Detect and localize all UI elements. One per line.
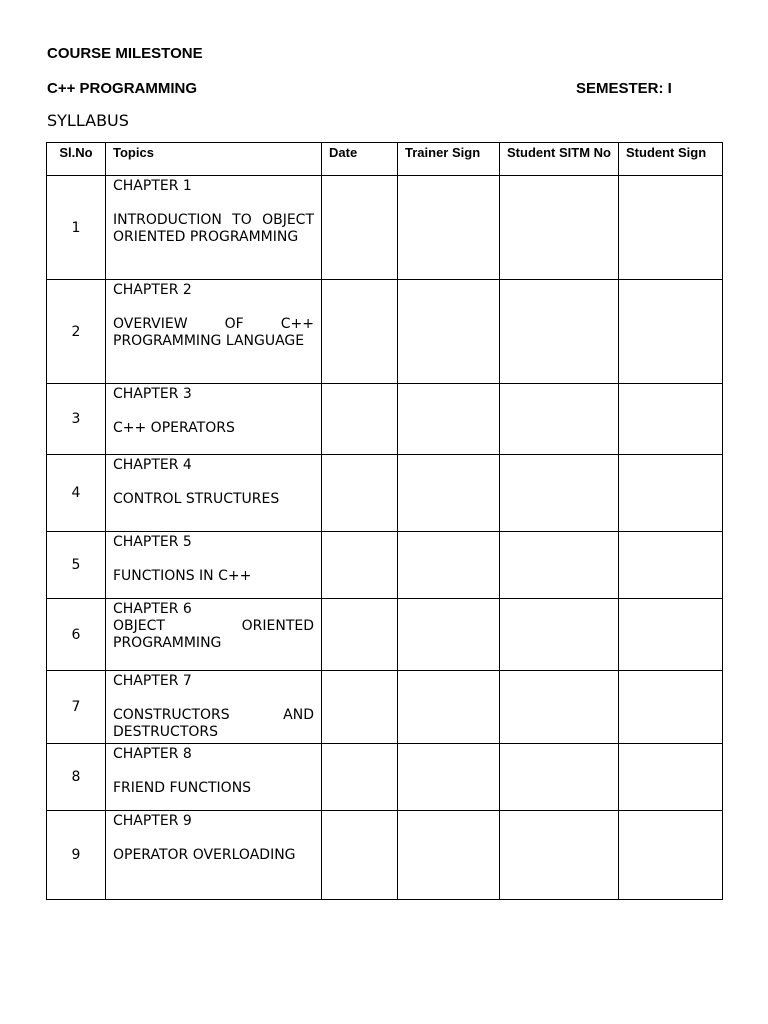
row-number: 4 bbox=[47, 455, 106, 532]
chapter-label: CHAPTER 7 bbox=[113, 673, 192, 689]
student-sitm-no-cell bbox=[500, 176, 619, 280]
date-cell bbox=[322, 532, 398, 599]
topic-cell bbox=[106, 384, 322, 455]
chapter-title: INTRODUCTION TO OBJECT ORIENTED PROGRAMMING bbox=[113, 212, 314, 245]
row-number: 6 bbox=[47, 599, 106, 671]
date-cell bbox=[322, 599, 398, 671]
col-header-student-sign: Student Sign bbox=[619, 143, 723, 176]
student-sitm-no-cell bbox=[500, 744, 619, 811]
date-cell bbox=[322, 455, 398, 532]
date-cell bbox=[322, 811, 398, 900]
trainer-sign-cell bbox=[398, 811, 500, 900]
student-sign-cell bbox=[619, 744, 723, 811]
topic-cell bbox=[106, 811, 322, 900]
student-sitm-no-cell bbox=[500, 811, 619, 900]
chapter-label: CHAPTER 9 bbox=[113, 813, 192, 829]
student-sign-cell bbox=[619, 280, 723, 384]
col-header-trainer-sign: Trainer Sign bbox=[398, 143, 500, 176]
topic-cell bbox=[106, 599, 322, 671]
syllabus-heading: SYLLABUS bbox=[47, 111, 129, 130]
chapter-title: CONTROL STRUCTURES bbox=[113, 491, 280, 507]
trainer-sign-cell bbox=[398, 176, 500, 280]
topic-cell bbox=[106, 455, 322, 532]
chapter-label: CHAPTER 8 bbox=[113, 746, 192, 762]
trainer-sign-cell bbox=[398, 455, 500, 532]
table-row bbox=[47, 280, 723, 384]
student-sitm-no-cell bbox=[500, 280, 619, 384]
table-header-row bbox=[47, 143, 723, 176]
table-row bbox=[47, 532, 723, 599]
topic-cell bbox=[106, 280, 322, 384]
chapter-label: CHAPTER 2 bbox=[113, 282, 192, 298]
chapter-title: OBJECT ORIENTED PROGRAMMING bbox=[113, 618, 314, 651]
student-sitm-no-cell bbox=[500, 455, 619, 532]
chapter-title: FRIEND FUNCTIONS bbox=[113, 780, 252, 796]
student-sitm-no-cell bbox=[500, 599, 619, 671]
student-sign-cell bbox=[619, 384, 723, 455]
col-header-date: Date bbox=[322, 143, 398, 176]
table-row bbox=[47, 744, 723, 811]
topic-cell bbox=[106, 532, 322, 599]
chapter-title: OVERVIEW OF C++ PROGRAMMING LANGUAGE bbox=[113, 316, 314, 349]
table-row bbox=[47, 455, 723, 532]
table-row bbox=[47, 384, 723, 455]
chapter-title: OPERATOR OVERLOADING bbox=[113, 847, 296, 863]
semester-label: SEMESTER: I bbox=[576, 80, 672, 97]
chapter-title: C++ OPERATORS bbox=[113, 420, 235, 436]
trainer-sign-cell bbox=[398, 599, 500, 671]
topic-cell bbox=[106, 671, 322, 744]
row-number: 2 bbox=[47, 280, 106, 384]
student-sign-cell bbox=[619, 176, 723, 280]
trainer-sign-cell bbox=[398, 280, 500, 384]
row-number: 3 bbox=[47, 384, 106, 455]
table-row bbox=[47, 599, 723, 671]
student-sign-cell bbox=[619, 532, 723, 599]
row-number: 1 bbox=[47, 176, 106, 280]
course-milestone-title: COURSE MILESTONE bbox=[47, 45, 203, 62]
table-row bbox=[47, 671, 723, 744]
row-number: 8 bbox=[47, 744, 106, 811]
row-number: 7 bbox=[47, 671, 106, 744]
col-header-slno: Sl.No bbox=[47, 143, 106, 176]
chapter-title: FUNCTIONS IN C++ bbox=[113, 568, 252, 584]
col-header-student-sitm-no: Student SITM No bbox=[500, 143, 619, 176]
chapter-title: CONSTRUCTORS AND DESTRUCTORS bbox=[113, 707, 314, 740]
date-cell bbox=[322, 744, 398, 811]
date-cell bbox=[322, 384, 398, 455]
trainer-sign-cell bbox=[398, 532, 500, 599]
table-row bbox=[47, 811, 723, 900]
date-cell bbox=[322, 280, 398, 384]
chapter-label: CHAPTER 4 bbox=[113, 457, 192, 473]
student-sign-cell bbox=[619, 811, 723, 900]
row-number: 9 bbox=[47, 811, 106, 900]
trainer-sign-cell bbox=[398, 671, 500, 744]
trainer-sign-cell bbox=[398, 744, 500, 811]
student-sitm-no-cell bbox=[500, 532, 619, 599]
topic-cell bbox=[106, 176, 322, 280]
trainer-sign-cell bbox=[398, 384, 500, 455]
student-sitm-no-cell bbox=[500, 671, 619, 744]
row-number: 5 bbox=[47, 532, 106, 599]
table-row bbox=[47, 176, 723, 280]
student-sign-cell bbox=[619, 671, 723, 744]
student-sign-cell bbox=[619, 599, 723, 671]
date-cell bbox=[322, 176, 398, 280]
date-cell bbox=[322, 671, 398, 744]
chapter-label: CHAPTER 1 bbox=[113, 178, 192, 194]
course-name: C++ PROGRAMMING bbox=[47, 80, 198, 97]
chapter-label: CHAPTER 6 bbox=[113, 601, 192, 617]
topic-cell bbox=[106, 744, 322, 811]
chapter-label: CHAPTER 5 bbox=[113, 534, 192, 550]
chapter-label: CHAPTER 3 bbox=[113, 386, 192, 402]
student-sitm-no-cell bbox=[500, 384, 619, 455]
student-sign-cell bbox=[619, 455, 723, 532]
syllabus-table bbox=[46, 142, 723, 900]
col-header-topics: Topics bbox=[106, 143, 322, 176]
